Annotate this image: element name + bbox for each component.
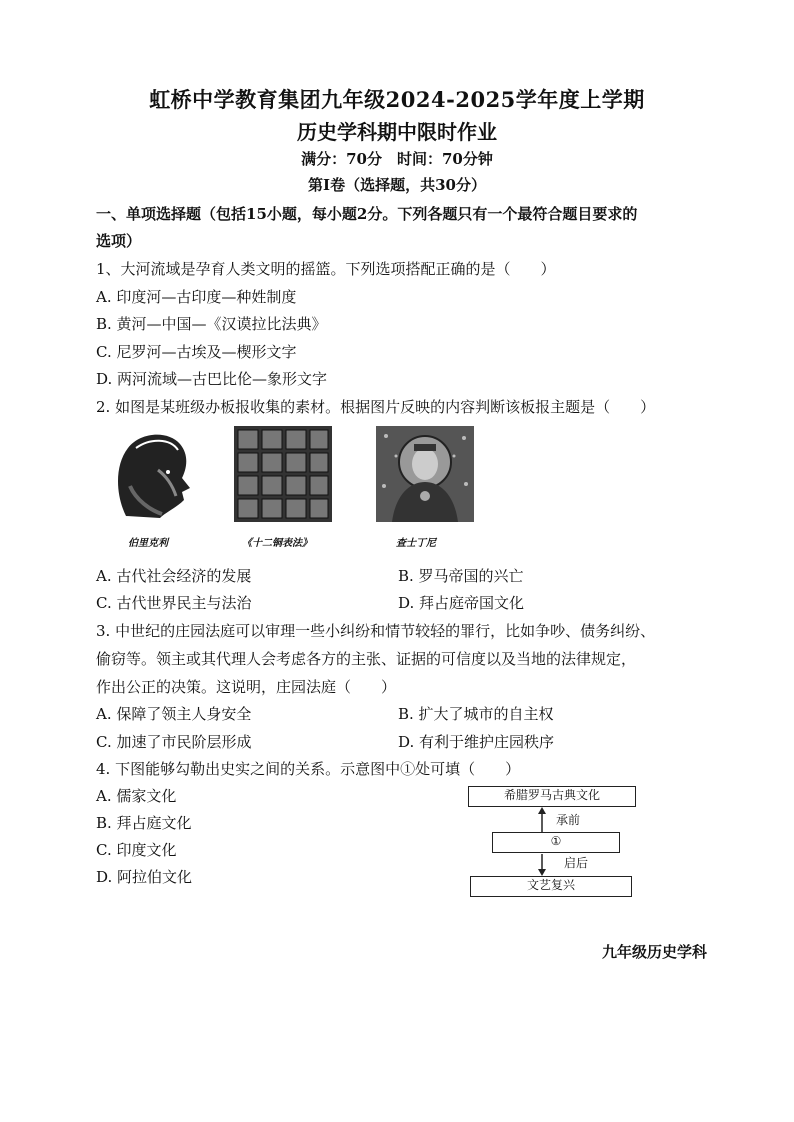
part-heading: 第Ⅰ卷（选择题，共30分） bbox=[308, 176, 486, 194]
q3-option-b[interactable]: B. 扩大了城市的自主权 bbox=[398, 705, 554, 723]
q3-option-a[interactable]: A. 保障了领主人身安全 bbox=[96, 705, 252, 723]
q2-images bbox=[104, 426, 504, 556]
q2-option-b[interactable]: B. 罗马帝国的兴亡 bbox=[398, 567, 524, 585]
q4-flow-diagram bbox=[468, 786, 638, 898]
q4-option-d[interactable]: D. 阿拉伯文化 bbox=[96, 868, 193, 886]
q4-option-b[interactable]: B. 拜占庭文化 bbox=[96, 814, 192, 832]
section-heading-line2: 选项） bbox=[96, 232, 142, 250]
page-footer: 九年级历史学科 bbox=[602, 943, 708, 961]
q2-caption-3: 查士丁尼 bbox=[396, 538, 436, 549]
q2-option-d[interactable]: D. 拜占庭帝国文化 bbox=[398, 594, 525, 612]
q2-option-a[interactable]: A. 古代社会经济的发展 bbox=[96, 567, 252, 585]
q4-stem: 4. 下图能够勾勒出史实之间的关系。示意图中①处可填（ ） bbox=[96, 760, 521, 778]
diagram-box-top: 希腊罗马古典文化 bbox=[468, 786, 636, 807]
diagram-arrow-label-1: 承前 bbox=[556, 813, 581, 827]
diagram-box-bottom: 文艺复兴 bbox=[470, 876, 632, 897]
twelve-tables-image bbox=[234, 426, 332, 522]
q3-stem-line3: 作出公正的决策。这说明，庄园法庭（ ） bbox=[96, 678, 397, 696]
pericles-image bbox=[106, 426, 198, 522]
q3-option-d[interactable]: D. 有利于维护庄园秩序 bbox=[398, 733, 555, 751]
q2-option-c[interactable]: C. 古代世界民主与法治 bbox=[96, 594, 252, 612]
exam-title-line1: 虹桥中学教育集团九年级2024-2025学年度上学期 bbox=[149, 87, 645, 112]
q3-stem-line1: 3. 中世纪的庄园法庭可以审理一些小纠纷和情节较轻的罪行，比如争吵、债务纠纷、 bbox=[96, 622, 656, 640]
section-heading-line1: 一、单项选择题（包括15小题，每小题2分。下列各题只有一个最符合题目要求的 bbox=[96, 205, 638, 223]
q3-option-c[interactable]: C. 加速了市民阶层形成 bbox=[96, 733, 252, 751]
q1-option-b[interactable]: B. 黄河—中国—《汉谟拉比法典》 bbox=[96, 315, 327, 333]
diagram-arrow-label-2: 启后 bbox=[564, 856, 589, 870]
score-time-info: 满分：70分 时间：70分钟 bbox=[301, 150, 493, 168]
q1-stem: 1、大河流域是孕育人类文明的摇篮。下列选项搭配正确的是（ ） bbox=[96, 260, 556, 278]
exam-title-line2: 历史学科期中限时作业 bbox=[297, 120, 497, 144]
justinian-image bbox=[376, 426, 474, 522]
q4-option-a[interactable]: A. 儒家文化 bbox=[96, 787, 177, 805]
q1-option-d[interactable]: D. 两河流域—古巴比伦—象形文字 bbox=[96, 370, 328, 388]
q1-option-a[interactable]: A. 印度河—古印度—种姓制度 bbox=[96, 288, 297, 306]
q3-stem-line2: 偷窃等。领主或其代理人会考虑各方的主张、证据的可信度以及当地的法律规定， bbox=[96, 650, 637, 668]
q2-caption-2: 《十二铜表法》 bbox=[242, 538, 312, 549]
q2-caption-1: 伯里克利 bbox=[128, 538, 168, 549]
diagram-box-middle: ① bbox=[492, 832, 620, 853]
q4-option-c[interactable]: C. 印度文化 bbox=[96, 841, 177, 859]
q1-option-c[interactable]: C. 尼罗河—古埃及—楔形文字 bbox=[96, 343, 297, 361]
q2-stem: 2. 如图是某班级办板报收集的素材。根据图片反映的内容判断该板报主题是（ ） bbox=[96, 398, 656, 416]
section-heading bbox=[96, 201, 706, 255]
